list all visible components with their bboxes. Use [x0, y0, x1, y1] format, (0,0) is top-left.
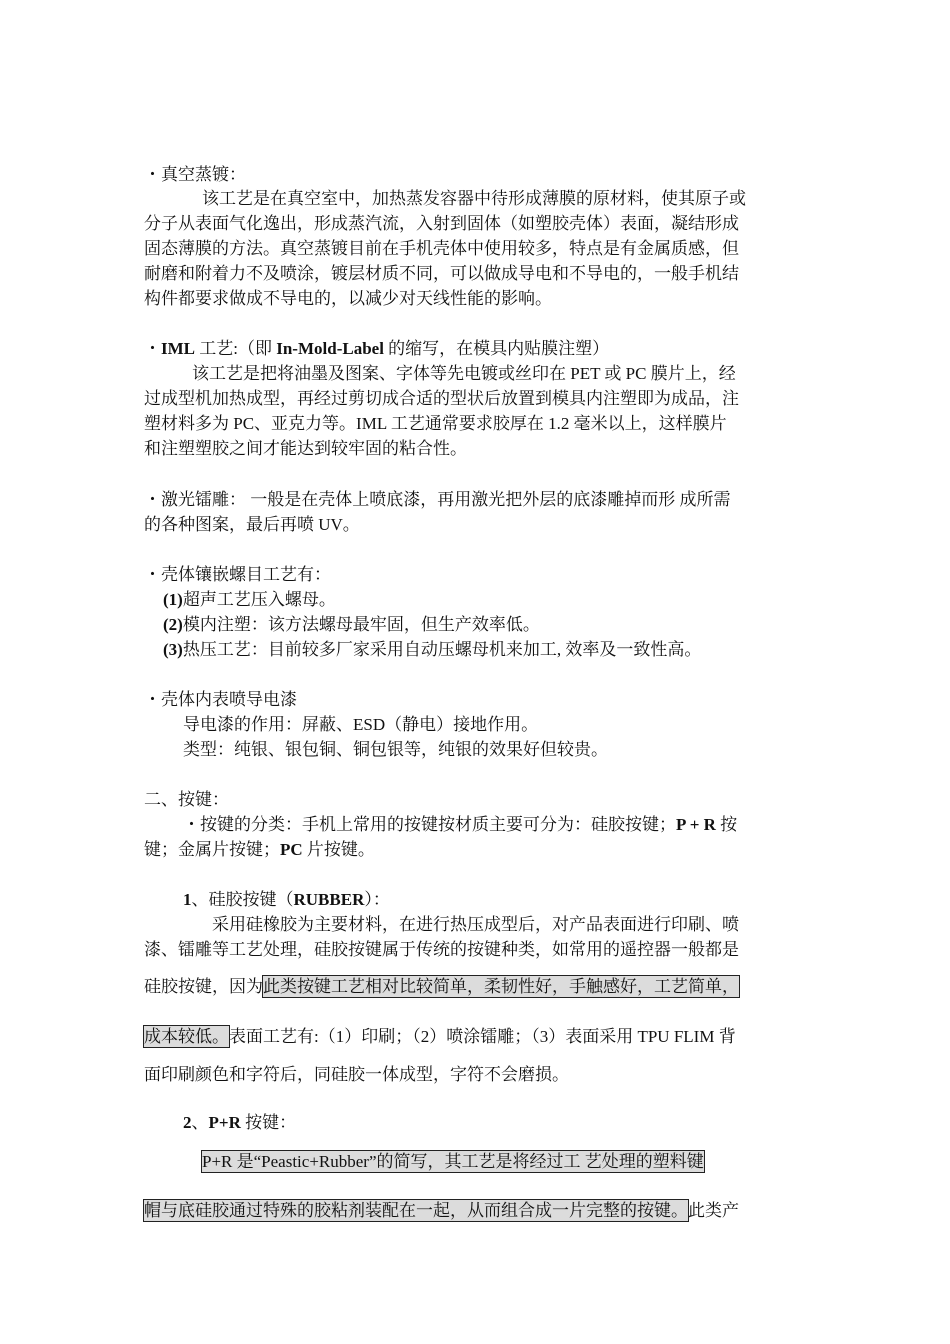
section-title-paint: ・壳体内表喷导电漆 — [144, 690, 297, 709]
subsection-title-rubber — [183, 888, 848, 912]
text: 表面工艺有:（1）印刷；（2）喷涂镭雕；（3）表面采用 TPU FLIM 背 — [229, 1027, 736, 1046]
highlighted-text: 帽与底硅胶通过特殊的胶粘剂装配在一起，从而组合成一片完整的按键。 — [144, 1201, 688, 1220]
section-laser-line: 的各种图案，最后再喷 UV。 — [144, 515, 360, 534]
paragraph-line — [183, 813, 809, 837]
item-number: (3) — [163, 640, 183, 659]
paragraph-line: 类型：纯银、银包铜、铜包银等，纯银的效果好但较贵。 — [183, 740, 608, 759]
paragraph-line — [144, 1199, 809, 1223]
text: ・按键的分类：手机上常用的按键按材质主要可分为：硅胶按键； — [183, 815, 676, 834]
section-title-vacuum: ・真空蒸镀： — [144, 165, 246, 184]
number: 1 — [183, 890, 192, 909]
paragraph-line — [144, 975, 809, 999]
list-item — [163, 613, 828, 637]
highlighted-text: P+R 是“Peastic+Rubber”的简写，其工艺是将经过工 艺处理的塑料键 — [202, 1152, 704, 1171]
number: 2 — [183, 1113, 192, 1132]
section-title-iml — [144, 337, 809, 361]
title-text: 的缩写，在模具内贴膜注塑） — [383, 339, 610, 358]
paragraph-line: 塑材料多为 PC、亚克力等。IML 工艺通常要求胶厚在 1.2 毫米以上，这样膜片 — [144, 414, 727, 433]
text: 此类产 — [688, 1201, 739, 1220]
paragraph-line: 构件都要求做成不导电的，以减少对天线性能的影响。 — [144, 289, 552, 308]
pr-term: P+R — [208, 1113, 241, 1132]
text: 、 — [191, 1113, 209, 1132]
in-mold-label-term: In-Mold-Label — [276, 339, 384, 358]
paragraph-line: 分子从表面气化逸出，形成蒸汽流，入射到固体（如塑胶壳体）表面，凝结形成 — [144, 214, 739, 233]
paragraph-line: 耐磨和附着力不及喷涂，镀层材质不同，可以做成导电和不导电的，一般手机结 — [144, 264, 739, 283]
text: 、硅胶按键（ — [191, 890, 294, 909]
text: ）： — [364, 890, 390, 909]
item-text: 模内注塑：该方法螺母最牢固，但生产效率低。 — [182, 615, 540, 634]
paragraph-line: 过成型机加热成型，再经过剪切成合适的型状后放置到模具内注塑即为成品，注 — [144, 389, 739, 408]
pr-term: P + R — [676, 815, 716, 834]
item-text: 热压工艺：目前较多厂家采用自动压螺母机来加工, 效率及一致性高。 — [182, 640, 702, 659]
paragraph-line: 导电漆的作用：屏蔽、ESD（静电）接地作用。 — [183, 715, 539, 734]
chapter-title-keys: 二、按键： — [144, 790, 229, 809]
text: 硅胶按键，因为 — [144, 977, 263, 996]
section-title-nut: ・壳体镶嵌螺目工艺有： — [144, 565, 331, 584]
highlighted-text: 成本较低。 — [144, 1027, 229, 1046]
paragraph-line — [144, 838, 809, 862]
item-number: (1) — [163, 590, 183, 609]
paragraph-line: 漆、镭雕等工艺处理，硅胶按键属于传统的按键种类，如常用的遥控器一般都是 — [144, 940, 739, 959]
list-item — [163, 588, 828, 612]
text: 键；金属片按键； — [144, 840, 280, 859]
highlighted-text: 此类按键工艺相对比较简单，柔韧性好，手触感好，工艺简单， — [263, 977, 739, 996]
rubber-term: RUBBER — [293, 890, 365, 909]
text: 按键： — [240, 1113, 297, 1132]
list-item — [163, 638, 828, 662]
section-laser-line: ・激光镭雕： 一般是在壳体上喷底漆，再用激光把外层的底漆雕掉而形 成所需 — [144, 490, 731, 509]
paragraph-line: 面印刷颜色和字符后，同硅胶一体成型，字符不会磨损。 — [144, 1065, 569, 1084]
item-number: (2) — [163, 615, 183, 634]
pc-term: PC — [280, 840, 303, 859]
paragraph-line — [144, 1025, 809, 1049]
subsection-title-pr — [183, 1111, 848, 1135]
text: 按 — [715, 815, 738, 834]
paragraph-line: 该工艺是把将油墨及图案、字体等先电镀或丝印在 PET 或 PC 膜片上，经 — [192, 364, 736, 383]
paragraph-line: 和注塑塑胶之间才能达到较牢固的粘合性。 — [144, 439, 467, 458]
paragraph-line: 固态薄膜的方法。真空蒸镀目前在手机壳体中使用较多，特点是有金属质感，但 — [144, 239, 739, 258]
text: 片按键。 — [302, 840, 375, 859]
paragraph-line — [202, 1150, 809, 1174]
bullet: ・ — [144, 339, 161, 358]
item-text: 超声工艺压入螺母。 — [182, 590, 336, 609]
title-text: 工艺:（即 — [195, 339, 277, 358]
paragraph-line: 该工艺是在真空室中，加热蒸发容器中待形成薄膜的原材料，使其原子或 — [202, 189, 746, 208]
paragraph-line: 采用硅橡胶为主要材料，在进行热压成型后，对产品表面进行印刷、喷 — [212, 915, 739, 934]
iml-term: IML — [161, 339, 195, 358]
